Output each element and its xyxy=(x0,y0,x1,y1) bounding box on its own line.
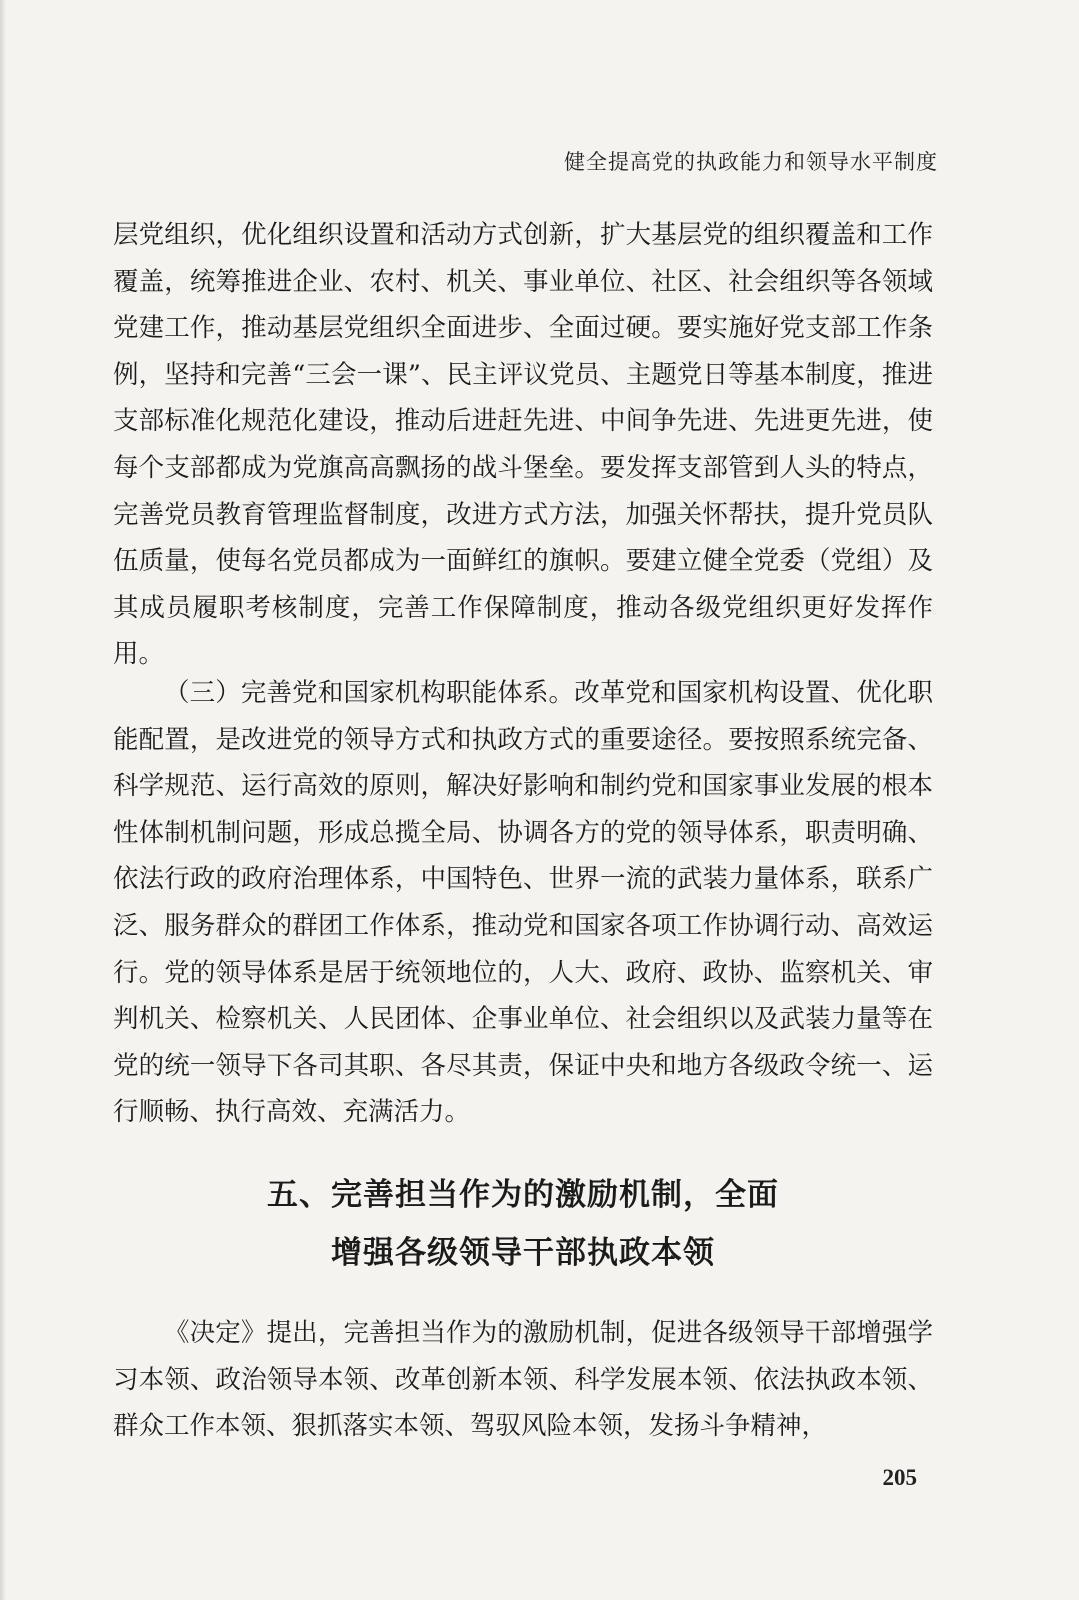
running-head: 健全提高党的执政能力和领导水平制度 xyxy=(564,150,938,174)
body-text-top xyxy=(113,212,933,678)
body-text-mid xyxy=(113,670,933,1136)
paragraph-institutional-reform: （三）完善党和国家机构职能体系。改革党和国家机构设置、优化职能配置，是改进党的领导方式和执政方式的重要途径。要按照系统完备、科学规范、运行高效的原则，解决好影响和制约党和国家事业发展的根本性体制机制问题，形成总揽全局、协调各方的党的领导体系，职责明确、依法行政的政府治理体系，中国特色、世界一流的武装力量体系，联系广泛、服务群众的群团工作体系，推动党和国家各项工作协调行动、高效运行。党的领导体系是居于统领地位的，人大、政府、政协、监察机关、审判机关、检察机关、人民团体、企事业单位、社会组织以及武装力量等在党的统一领导下各司其职、各尽其责，保证中央和地方各级政令统一、运行顺畅、执行高效、充满活力。 xyxy=(113,678,933,1128)
section-heading xyxy=(113,1166,933,1282)
paragraph-continued: 层党组织，优化组织设置和活动方式创新，扩大基层党的组织覆盖和工作覆盖，统筹推进企业、农村、机关、事业单位、社区、社会组织等各领域党建工作，推动基层党组织全面进步、全面过硬。要实施好党支部工作条例，坚持和完善“三会一课”、民主评议党员、主题党日等基本制度，推进支部标准化规范化建设，推动后进赶先进、中间争先进、先进更先进，使每个支部都成为党旗高高飘扬的战斗堡垒。要发挥支部管到人头的特点，完善党员教育管理监督制度，改进方式方法，加强关怀帮扶，提升党员队伍质量，使每名党员都成为一面鲜红的旗帜。要建立健全党委（党组）及其成员履职考核制度，完善工作保障制度，推动各级党组织更好发挥作用。 xyxy=(113,220,933,670)
page-number: 205 xyxy=(882,1465,917,1490)
scan-edge-shadow xyxy=(0,0,6,1600)
section-heading-line2: 增强各级领导干部执政本领 xyxy=(331,1235,715,1271)
paragraph-decision: 《决定》提出，完善担当作为的激励机制，促进各级领导干部增强学习本领、政治领导本领、改革创新本领、科学发展本领、依法执政本领、群众工作本领、狠抓落实本领、驾驭风险本领，发扬斗争精神， xyxy=(113,1318,933,1442)
body-text-bottom xyxy=(113,1310,933,1450)
section-heading-line1: 五、完善担当作为的激励机制，全面 xyxy=(267,1177,779,1213)
